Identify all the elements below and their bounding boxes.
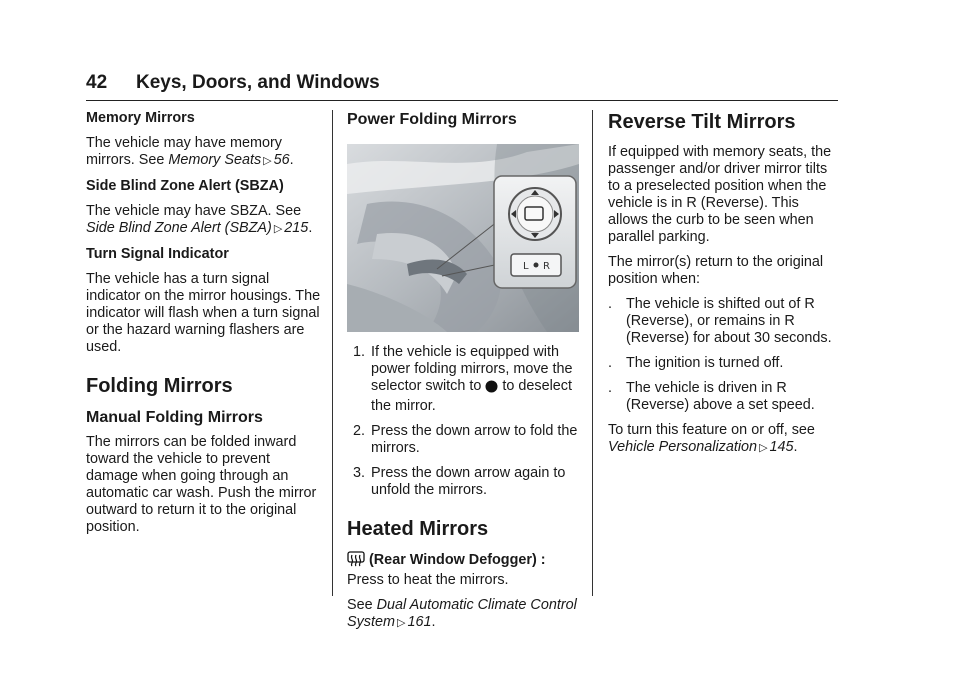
page-ref-icon: ▷ [263, 155, 272, 167]
column-right [608, 110, 840, 465]
page-number: 42 [86, 72, 108, 93]
sbza-text: The vehicle may have SBZA. See Side Blind Zone Alert (SBZA) ▷ 215. [86, 203, 313, 236]
page-ref-icon: ▷ [396, 617, 406, 629]
turn-signal-text: The vehicle has a turn signal indicator on the mirror housings. The indicator will flash when a turn signal or the hazard warning flashers are used. [86, 271, 321, 355]
climate-control-page[interactable]: 161 [407, 614, 432, 630]
chapter-title: Keys, Doors, and Windows [136, 72, 380, 93]
page-ref-icon: ▷ [759, 442, 768, 454]
defogger-label: (Rear Window Defogger) : [369, 552, 546, 568]
memory-mirrors-heading: Memory Mirrors [86, 110, 195, 126]
reverse-tilt-heading: Reverse Tilt Mirrors [608, 111, 796, 133]
column-divider [332, 110, 333, 596]
manual-folding-text: The mirrors can be folded inward toward the vehicle to prevent damage when going through an automatic car wash. Push the mirror outward to return it to the original position. [86, 434, 317, 535]
door-panel-illustration [347, 144, 579, 332]
bullet-icon: . [608, 355, 612, 371]
page-header [86, 70, 838, 101]
center-position-icon [485, 380, 498, 398]
list-item: . The vehicle is shifted out of R (Reverse), or remains in R (Reverse) for about 30 seconds. [608, 296, 832, 346]
step-3: 3. Press the down arrow again to unfold the mirrors. [353, 465, 566, 498]
svg-text:L: L [523, 261, 529, 272]
sbza-link[interactable]: Side Blind Zone Alert (SBZA) [86, 220, 272, 236]
vehicle-personalization-link[interactable]: Vehicle Personalization [608, 439, 758, 455]
climate-control-ref: See Dual Automatic Climate Control System ▷ 161. [347, 597, 577, 630]
bullet-icon: . [608, 296, 612, 312]
rear-defogger-icon [347, 551, 365, 572]
folding-mirrors-heading: Folding Mirrors [86, 375, 233, 397]
column-divider [592, 110, 593, 596]
memory-seats-link[interactable]: Memory Seats [168, 152, 262, 168]
turn-signal-heading: Turn Signal Indicator [86, 246, 229, 262]
list-item: . The ignition is turned off. [608, 355, 784, 371]
sbza-heading: Side Blind Zone Alert (SBZA) [86, 178, 284, 194]
bullet-icon: . [608, 380, 612, 396]
mirror-switch-illustration [347, 144, 579, 332]
page-ref-icon: ▷ [273, 223, 283, 235]
heated-mirrors-heading: Heated Mirrors [347, 518, 489, 540]
step-1: 1. If the vehicle is equipped with power folding mirrors, move the selector switch to to deselect the mirror. [353, 344, 573, 414]
svg-text:R: R [543, 261, 550, 272]
personalization-ref: To turn this feature on or off, see Vehicle Personalization ▷ 145. [608, 422, 815, 455]
column-middle [347, 110, 583, 640]
memory-mirrors-text: The vehicle may have memory mirrors. See Memory Seats ▷ 56. [86, 135, 294, 168]
reverse-tilt-intro: If equipped with memory seats, the passenger and/or driver mirror tilts to a preselected position when the vehicle is in R (Reverse). This allows the curb to be seen when parallel parking. [608, 144, 832, 245]
manual-folding-heading: Manual Folding Mirrors [86, 409, 263, 426]
list-item: . The vehicle is driven in R (Reverse) above a set speed. [608, 380, 815, 413]
sbza-page[interactable]: 215 [284, 220, 309, 236]
vehicle-personalization-page[interactable]: 145 [769, 439, 794, 455]
climate-control-link[interactable]: Dual Automatic Climate Control System [347, 597, 577, 630]
column-left [86, 110, 322, 544]
memory-seats-page[interactable]: 56 [273, 152, 290, 168]
step-2: 2. Press the down arrow to fold the mirrors. [353, 423, 578, 456]
heated-mirrors-text: (Rear Window Defogger) : Press to heat the mirrors. [347, 552, 546, 588]
reverse-tilt-return: The mirror(s) return to the original position when: [608, 254, 824, 287]
power-folding-heading: Power Folding Mirrors [347, 111, 517, 128]
